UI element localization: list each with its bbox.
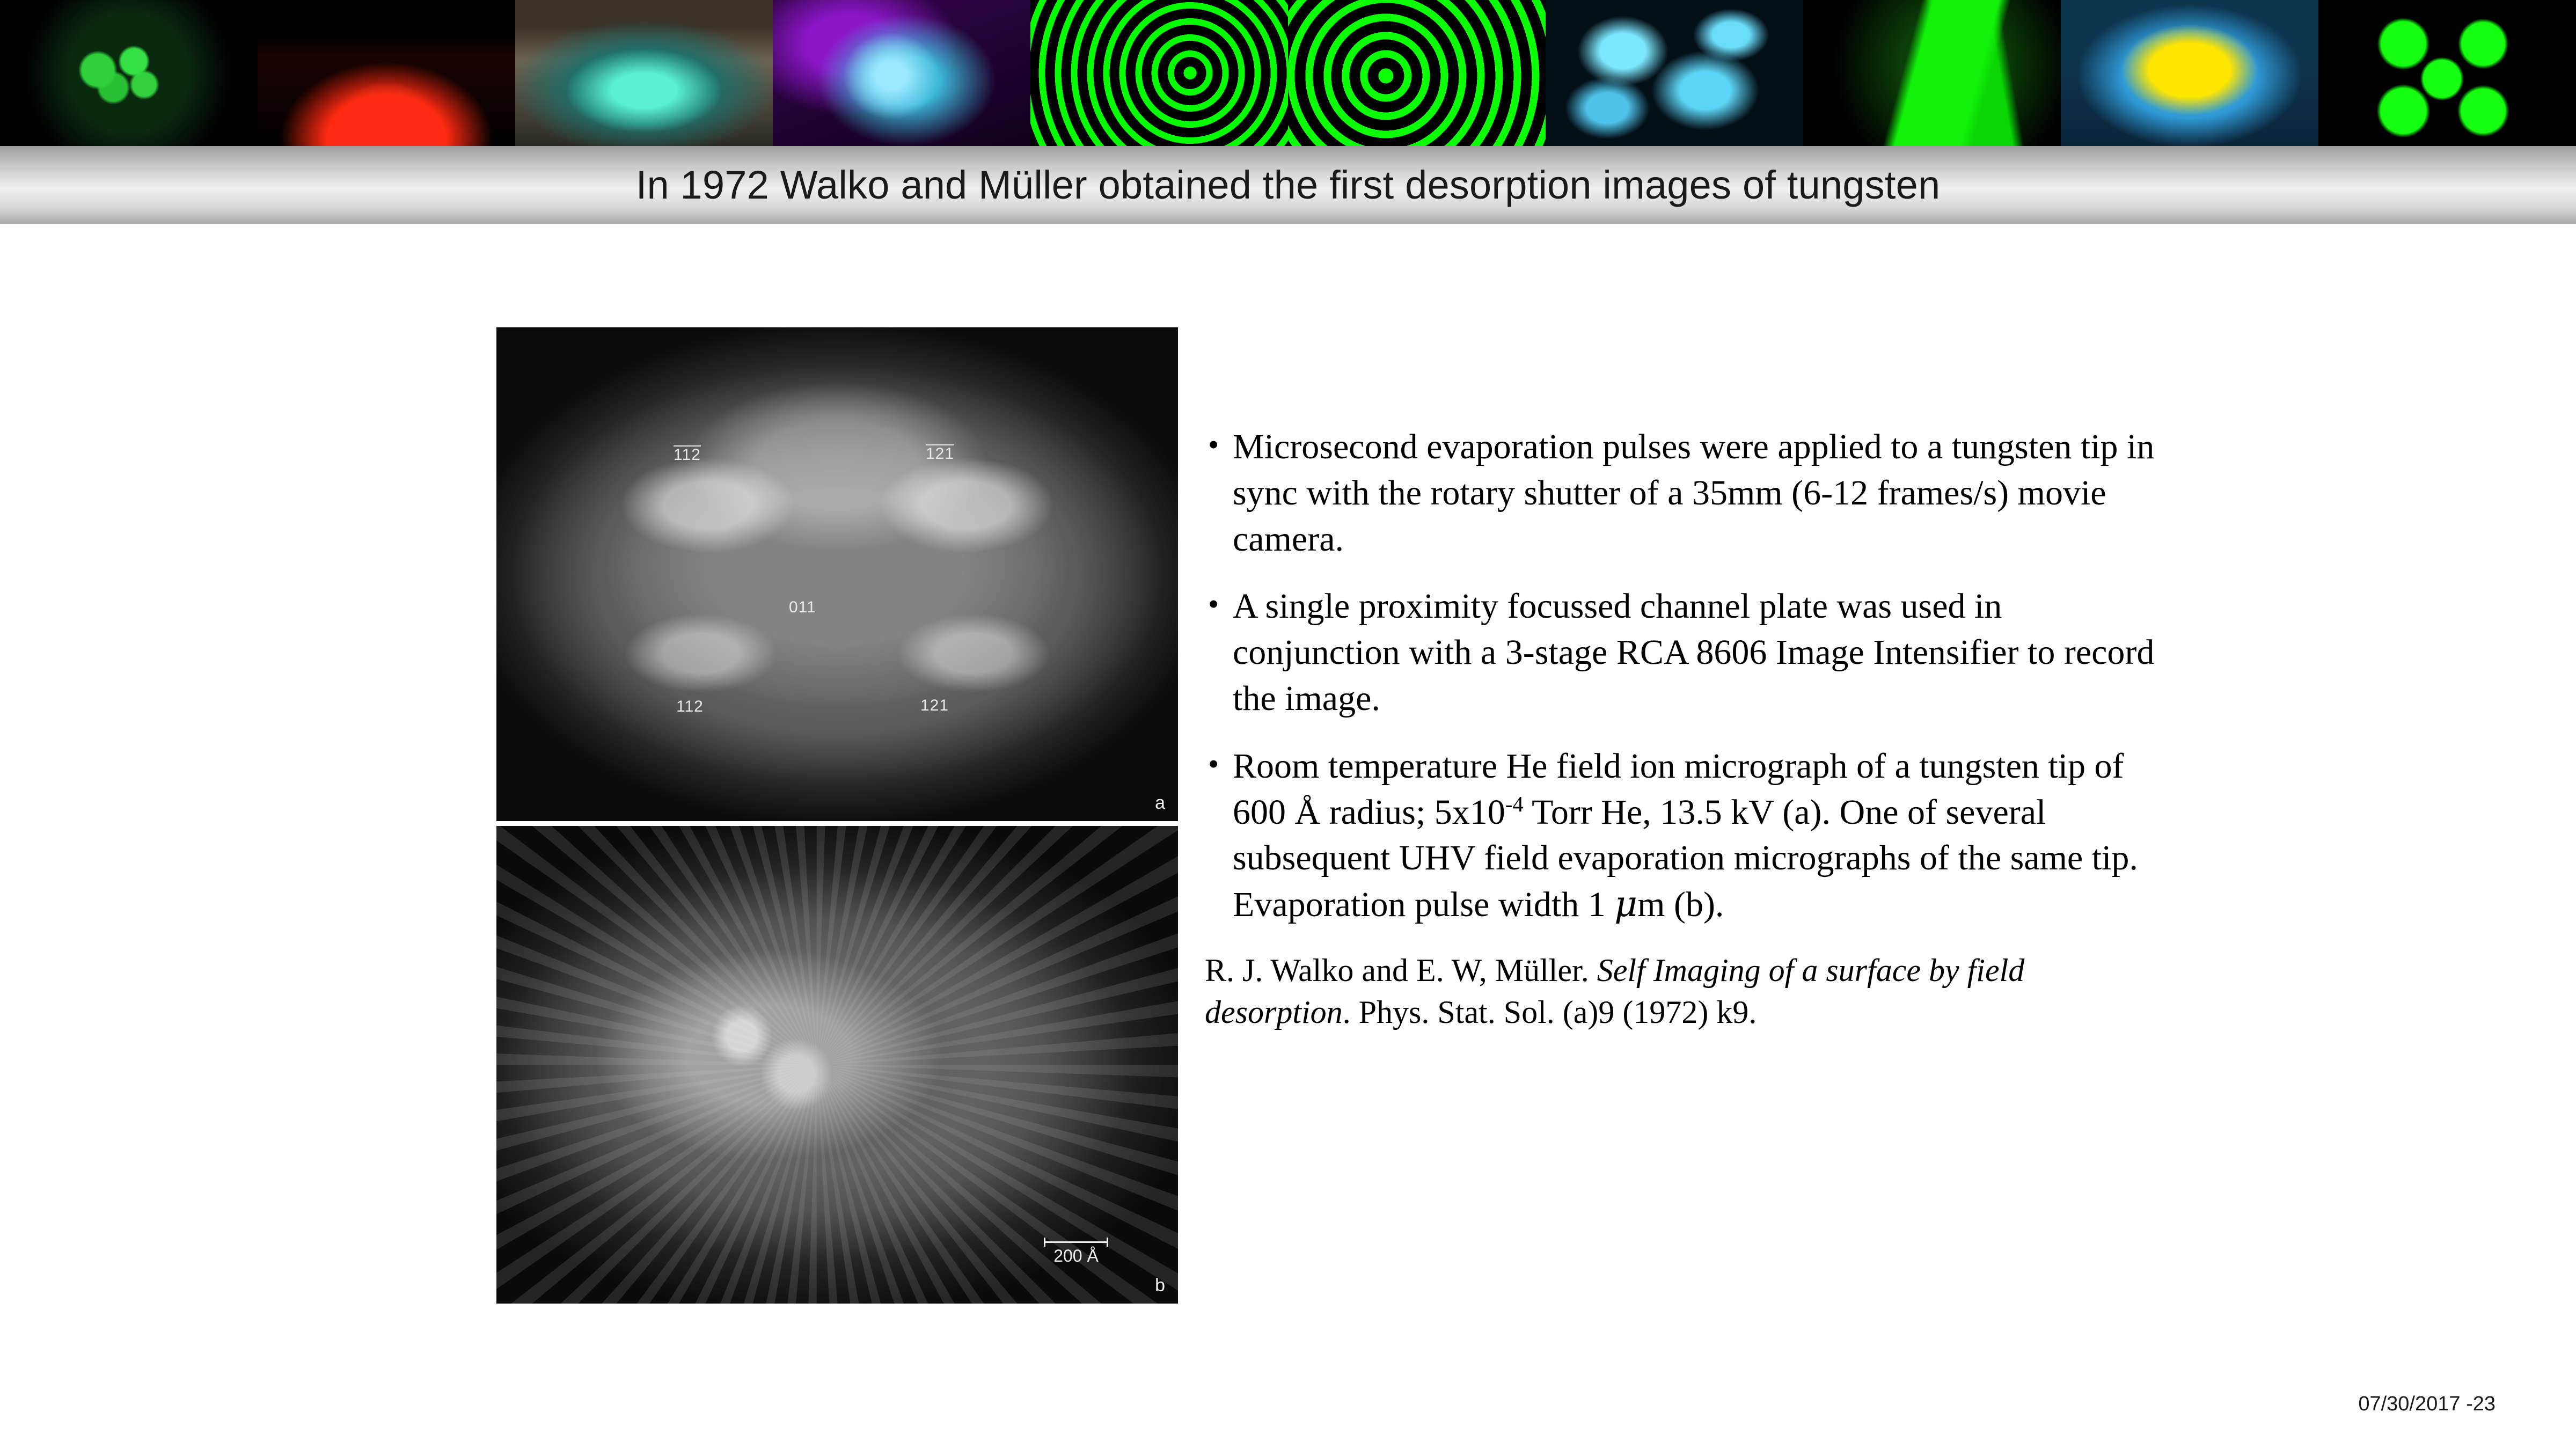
pole-label-121-upper-right-text: 121 xyxy=(926,445,955,463)
pole-label-121-upper-right xyxy=(926,444,954,463)
banner-cell-cyan-speckle-micrograph xyxy=(1546,0,1803,146)
banner-cell-green-six-spot-pattern xyxy=(2318,0,2576,146)
pole-label-112-upper-left-text: 112 xyxy=(674,446,701,464)
scale-bar-label: 200 Å xyxy=(1053,1246,1099,1265)
citation-authors: R. J. Walko and E. W, Müller. xyxy=(1205,952,1597,988)
bullet-3-part1: Room temperature He field ion micrograph of a tungsten tip of 600 Å radius; 5x10 xyxy=(1233,746,2124,832)
bullet-3-superscript: -4 xyxy=(1505,792,1524,816)
panel-a-label: a xyxy=(1155,793,1165,813)
bullet-3-part3: m (b). xyxy=(1637,885,1724,925)
banner-cell-purple-cyan-crystal-micrograph xyxy=(773,0,1030,146)
pole-label-112-lower-left: 112 xyxy=(676,698,704,715)
pole-label-011-center: 011 xyxy=(789,598,816,616)
banner-cell-red-plume-micrograph xyxy=(258,0,515,146)
bullet-item-2: • A single proximity focussed channel plate was used in conjunction with a 3-stage RCA 8606 Image Intensifier to record the image. xyxy=(1205,583,2171,721)
banner-image-strip xyxy=(0,0,2576,146)
scale-bar xyxy=(1044,1241,1108,1266)
figure-column xyxy=(496,327,1178,1304)
body-text-column xyxy=(1205,424,2171,1033)
citation-title: Self Imaging of a surface by field desorption xyxy=(1205,952,2025,1030)
banner-cell-green-interference-rings-left xyxy=(1030,0,1288,146)
field-desorption-micrograph-panel-b xyxy=(496,826,1178,1304)
banner-cell-teal-dome-micrograph xyxy=(515,0,773,146)
banner-cell-green-tip-silhouette xyxy=(1803,0,2061,146)
pole-label-112-upper-left xyxy=(674,445,701,464)
bullet-item-1: • Microsecond evaporation pulses were applied to a tungsten tip in sync with the rotary shutter of a 35mm (6-12 frames/s) movie camera. xyxy=(1205,424,2171,562)
slide-title-bar xyxy=(0,146,2576,224)
citation xyxy=(1205,949,2171,1033)
bullet-item-3 xyxy=(1205,743,2171,928)
panel-b-label: b xyxy=(1155,1275,1165,1296)
pole-label-121-lower-right: 121 xyxy=(920,697,949,714)
bullet-list xyxy=(1205,424,2171,928)
banner-cell-yellow-blue-dome-plot xyxy=(2061,0,2318,146)
page-title: In 1972 Walko and Müller obtained the first desorption images of tungsten xyxy=(635,163,1941,207)
citation-source: . Phys. Stat. Sol. (a)9 (1972) k9. xyxy=(1342,994,1757,1030)
field-ion-micrograph-panel-a xyxy=(496,327,1178,821)
slide-footer: 07/30/2017 -23 xyxy=(2358,1393,2496,1415)
banner-cell-green-four-lobe-micrograph xyxy=(0,0,258,146)
bullet-3-mu-symbol: μ xyxy=(1614,883,1638,925)
banner-cell-green-interference-rings-right xyxy=(1288,0,1546,146)
scale-bar-line xyxy=(1044,1241,1108,1243)
bullet-3-part2: Torr He, 13.5 kV (a). One of several subsequent UHV field evaporation micrographs of the same tip. Evaporation pulse width 1 xyxy=(1233,792,2138,925)
